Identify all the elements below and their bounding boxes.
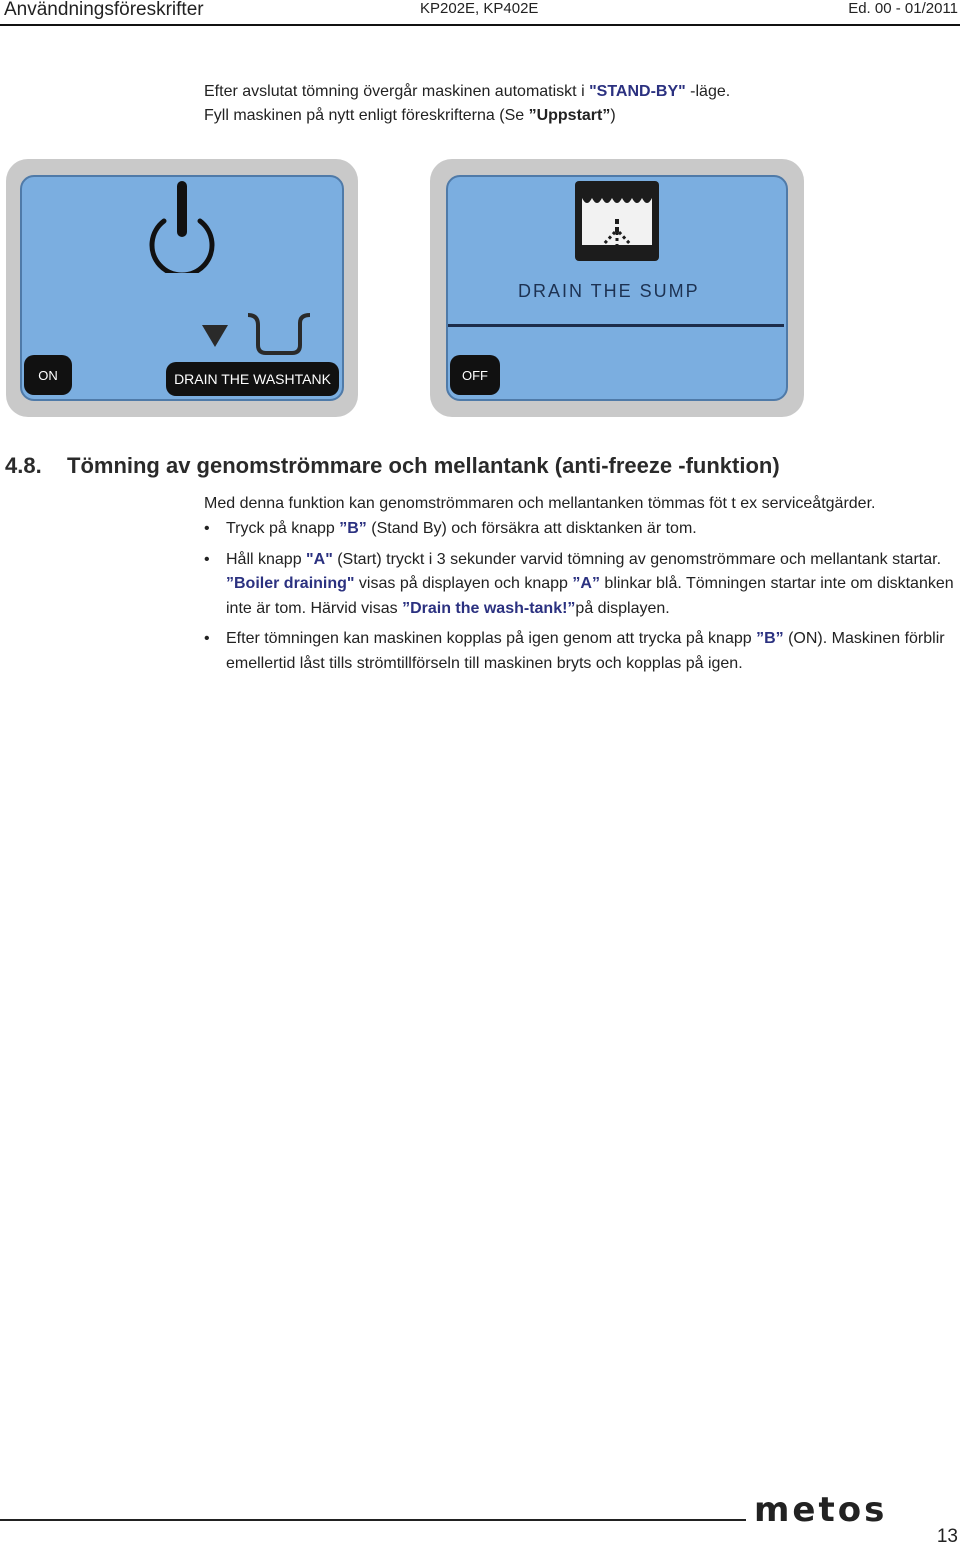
boiler-draining-label: ”Boiler draining" (226, 575, 355, 592)
on-button[interactable]: ON (24, 355, 72, 395)
intro-line2-text: Fyll maskinen på nytt enligt föreskrifterna (Se (204, 107, 529, 124)
intro-text (204, 80, 730, 128)
instruction-list (204, 517, 960, 682)
intro-line1-text: Efter avslutat tömning övergår maskinen automatiskt i (204, 83, 590, 100)
list-item (204, 627, 960, 676)
control-panel-right (430, 159, 804, 417)
b3-text: Efter tömningen kan maskinen kopplas på igen genom att trycka på knapp (226, 630, 757, 647)
drain-arrow-icon (200, 323, 230, 349)
sump-spray-icon (573, 179, 661, 263)
b1-text: Tryck på knapp (226, 520, 340, 537)
button-a-ref: "A" (306, 550, 333, 568)
section-intro: Med denna funktion kan genomströmmaren och mellantanken tömmas föt t ex serviceåtgärder. (204, 495, 876, 512)
header-title: Användningsföreskrifter (4, 0, 204, 20)
intro-line-2 (204, 104, 730, 128)
header-model: KP202E, KP402E (420, 0, 539, 17)
list-item (204, 517, 960, 542)
section-number: 4.8. (5, 453, 42, 478)
b2-mid1: (Start) tryckt i 3 sekunder varvid tömning av genomströmmare och mellantank startar. (332, 550, 942, 568)
section-title: Tömning av genomströmmare och mellantank (anti-freeze -funktion) (67, 453, 780, 478)
b2-text: Håll knapp (226, 550, 307, 568)
page-number: 13 (936, 1526, 958, 1547)
power-icon[interactable] (146, 177, 218, 273)
page-header (0, 0, 960, 26)
b3-suffix: (ON). Maskinen förblir emellertid låst tills strömtillförseln till maskinen bryts och kopplas på igen. (226, 630, 945, 672)
intro-line-1 (204, 80, 730, 104)
footer-rule (0, 1519, 746, 1521)
b2-mid2: visas på displayen och knapp (354, 575, 573, 592)
b2-suffix: på displayen. (575, 599, 670, 617)
button-a-ref-2: ”A” (572, 575, 600, 592)
list-item (204, 548, 960, 622)
intro-line2-suffix: ) (610, 107, 616, 124)
logo-text: metos (754, 1494, 888, 1524)
header-edition: Ed. 00 - 01/2011 (848, 0, 958, 17)
uppstart-ref: ”Uppstart” (528, 107, 611, 124)
control-panel-left (6, 159, 358, 417)
drain-sump-label: DRAIN THE SUMP (518, 281, 700, 301)
b2-mid3: blinkar blå. Tömningen startar inte om disktanken inte är tom. Härvid visas (226, 575, 954, 617)
drain-washtank-label: ”Drain the wash-tank!” (402, 599, 576, 617)
off-button[interactable]: OFF (450, 355, 500, 395)
standby-label: "STAND-BY" (589, 83, 686, 100)
header-rule (0, 24, 960, 26)
metos-logo (752, 1494, 958, 1524)
drain-washtank-button[interactable]: DRAIN THE WASHTANK (166, 362, 339, 396)
section-heading (5, 453, 780, 479)
display-divider (448, 324, 784, 327)
button-b-ref: ”B” (339, 520, 367, 537)
intro-line1-suffix: -läge. (685, 83, 731, 100)
washtank-icon (244, 311, 314, 357)
b1-suffix: (Stand By) och försäkra att disktanken är tom. (366, 520, 697, 537)
button-b-ref-2: ”B” (756, 630, 784, 647)
